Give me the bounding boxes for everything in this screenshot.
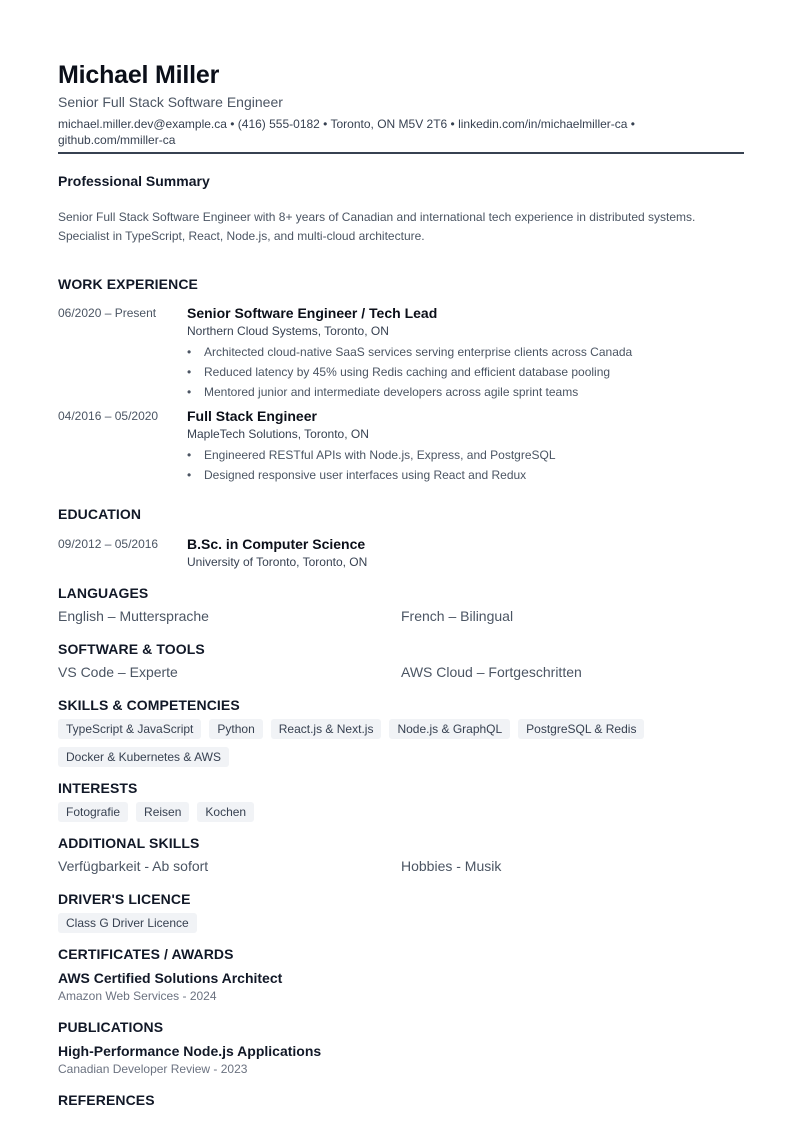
work-bullet: • Engineered RESTful APIs with Node.js, Express, and PostgreSQL [187, 445, 744, 465]
bullet-icon: • [187, 345, 192, 359]
bullet-icon: • [187, 385, 192, 399]
bullet-icon: • [187, 448, 192, 462]
interest-chip: Fotografie [58, 802, 128, 822]
skill-chip: Docker & Kubernetes & AWS [58, 747, 229, 767]
skill-chip: TypeScript & JavaScript [58, 719, 201, 739]
candidate-name: Michael Miller [58, 61, 220, 89]
publication-title: High-Performance Node.js Applications [58, 1043, 322, 1059]
work-bullet: • Designed responsive user interfaces using React and Redux [187, 465, 744, 485]
work-org: Northern Cloud Systems, Toronto, ON [187, 324, 389, 338]
publications-heading: PUBLICATIONS [58, 1019, 164, 1035]
work-heading: WORK EXPERIENCE [58, 276, 198, 292]
language-item: English – Muttersprache [58, 608, 209, 624]
work-date: 06/2020 – Present [58, 306, 157, 320]
licence-chip: Class G Driver Licence [58, 913, 197, 933]
additional-heading: ADDITIONAL SKILLS [58, 835, 200, 851]
contact-line: michael.miller.dev@example.ca • (416) 555-0182 • Toronto, ON M5V 2T6 • linkedin.com/in/michaelmiller-ca • github.com/mmiller-ca [58, 117, 636, 147]
education-degree: B.Sc. in Computer Science [187, 536, 366, 552]
work-date: 04/2016 – 05/2020 [58, 409, 159, 423]
work-bullets [187, 445, 744, 485]
licence-heading: DRIVER'S LICENCE [58, 891, 191, 907]
work-entry [58, 407, 744, 485]
work-bullet: • Reduced latency by 45% using Redis caching and efficient database pooling [187, 362, 744, 382]
tools-list [58, 663, 744, 681]
interest-chip: Kochen [197, 802, 254, 822]
education-heading: EDUCATION [58, 506, 142, 522]
additional-item: Verfügbarkeit - Ab sofort [58, 858, 209, 874]
summary-text: Senior Full Stack Software Engineer with 8+ years of Canadian and international tech experience in distributed systems. Specialist in TypeScript, React, Node.js, and multi-cloud architecture. [58, 210, 696, 243]
work-bullet: • Architected cloud-native SaaS services serving enterprise clients across Canada [187, 342, 744, 362]
languages-list [58, 607, 744, 625]
certificates-heading: CERTIFICATES / AWARDS [58, 946, 234, 962]
tool-item: AWS Cloud – Fortgeschritten [401, 664, 582, 680]
summary-heading: Professional Summary [58, 173, 210, 189]
interests-heading: INTERESTS [58, 780, 138, 796]
education-school: University of Toronto, Toronto, ON [187, 555, 368, 569]
skill-chip: Python [209, 719, 262, 739]
skill-chip: React.js & Next.js [271, 719, 382, 739]
skill-chip: Node.js & GraphQL [389, 719, 510, 739]
education-entry [58, 535, 744, 570]
resume-page [58, 60, 744, 1109]
skills-heading: SKILLS & COMPETENCIES [58, 697, 240, 713]
work-role: Senior Software Engineer / Tech Lead [187, 305, 438, 321]
bullet-icon: • [187, 468, 192, 482]
tools-heading: SOFTWARE & TOOLS [58, 641, 205, 657]
tool-item: VS Code – Experte [58, 664, 178, 680]
work-role: Full Stack Engineer [187, 408, 317, 424]
language-item: French – Bilingual [401, 608, 514, 624]
additional-item: Hobbies - Musik [401, 858, 502, 874]
interest-chip: Reisen [136, 802, 189, 822]
publication-source: Canadian Developer Review - 2023 [58, 1062, 248, 1076]
interests-chips [58, 802, 744, 830]
work-entry [58, 304, 744, 402]
certificate-title: AWS Certified Solutions Architect [58, 970, 283, 986]
work-bullets [187, 342, 744, 402]
skill-chip: PostgreSQL & Redis [518, 719, 644, 739]
skills-chips [58, 719, 744, 775]
additional-list [58, 857, 744, 875]
education-date: 09/2012 – 05/2016 [58, 537, 159, 551]
work-org: MapleTech Solutions, Toronto, ON [187, 427, 369, 441]
work-bullet: • Mentored junior and intermediate developers across agile sprint teams [187, 382, 744, 402]
candidate-title: Senior Full Stack Software Engineer [58, 94, 283, 110]
languages-heading: LANGUAGES [58, 585, 149, 601]
bullet-icon: • [187, 365, 192, 379]
header-divider [58, 152, 744, 154]
references-heading: REFERENCES [58, 1092, 155, 1108]
licence-chips [58, 913, 744, 941]
certificate-issuer: Amazon Web Services - 2024 [58, 989, 217, 1003]
